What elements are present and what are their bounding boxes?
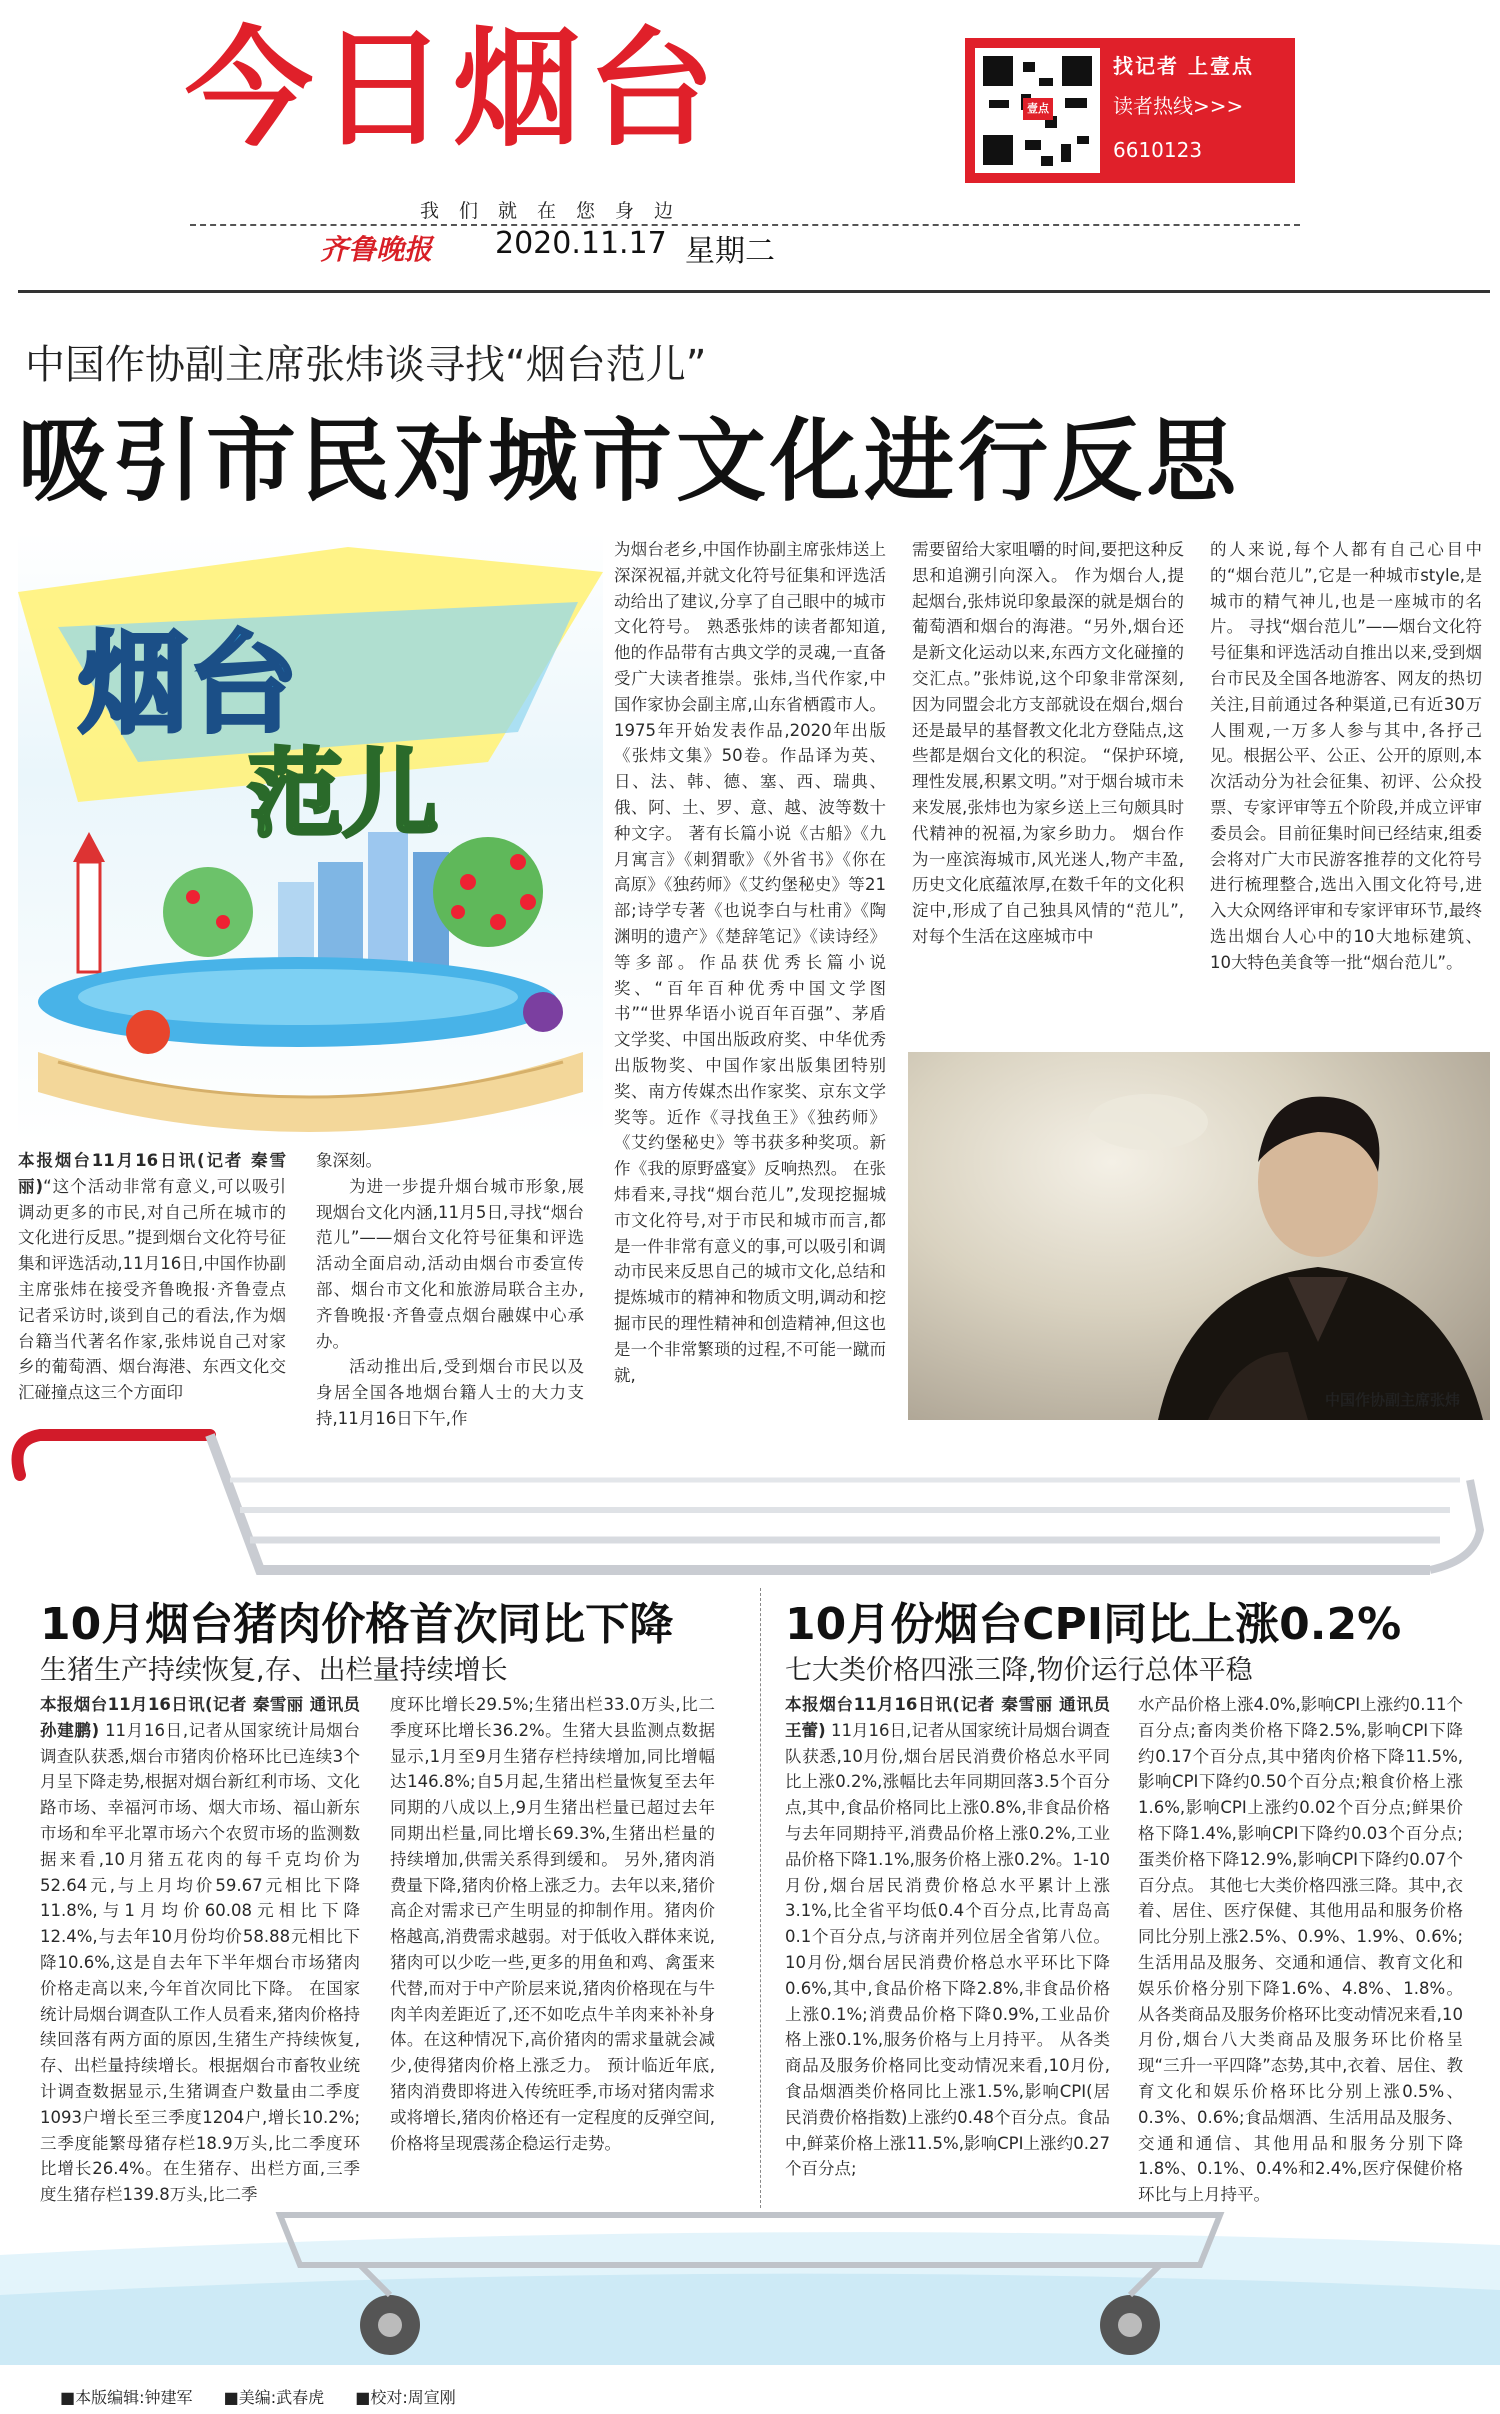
yantai-fan-illustration [18,532,603,1142]
main-col-2-a: 象深刻。 [316,1151,382,1170]
cpi-col-1-text: 11月16日,记者从国家统计局烟台调查队获悉,10月份,烟台居民消费价格总水平同比上涨0.2%,涨幅比去年同期回落3.5个百分点,其中,食品价格同比上涨0.8%,非食品价格与去年同期持平,消费品价格上涨0.2%,工业品价格下降1.1%,服务价格上涨0.2%。1-10月份,烟台居民消费价格总水平累计上涨3.1%,比全省平均低0.4个百分点,比青岛高0.1个百分点,与济南并列位居全省第八位。 10月份,烟台居民消费价格总水平环比下降0.6%,其中,食品价格下降2.8%,非食品价格上涨0.1%;消费品价格下降0.9%,工业品价格上涨0.1%,服务价格与上月持平。 从各类商品及服务价格同比变动情况来看,10月份,食品烟酒类价格同比上涨1.5%,影响CPI(居民消费价格指数)上涨约0.48个百分点。食品中,鲜菜价格上涨11.5%,影响CPI上涨约0.27个百分点; [785,1720,1110,2179]
photo-caption: 中国作协副主席张炜 [1325,1391,1461,1409]
illustration-graphic [18,532,603,1142]
column-divider [760,1588,761,2208]
main-col-2 [316,1148,584,1428]
pork-col-2: 度环比增长29.5%;生猪出栏33.0万头,比二季度环比增长36.2%。生猪大县监测点数据显示,1月至9月生猪存栏持续增加,同比增幅达146.8%;自5月起,生猪出栏量恢复至去年同期的八成以上,9月生猪出栏量已超过去年同期出栏量,同比增长69.3%,生猪出栏量的持续增加,供需关系得到缓和。 另外,猪肉消费量下降,猪肉价格上涨乏力。去年以来,猪价高企对需求已产生明显的抑制作用。猪肉价格越高,消费需求越弱。对于低收入群体来说,猪肉可以少吃一些,更多的用鱼和鸡、禽蛋来代替,而对于中产阶层来说,猪肉价格现在与牛肉羊肉差距近了,还不如吃点牛羊肉来补补身体。在这种情况下,高价猪肉的需求量就会减少,使得猪肉价格上涨乏力。 预计临近年底,猪肉消费即将进入传统旺季,市场对猪肉需求或将增长,猪肉价格还有一定程度的反弹空间,价格将呈现震荡企稳运行走势。 [390,1695,715,2153]
cpi-article-subtitle: 七大类价格四涨三降,物价运行总体平稳 [785,1655,1253,1686]
pork-article-subtitle: 生猪生产持续恢复,存、出栏量持续增长 [40,1655,508,1686]
cart-decoration [0,1420,1500,1610]
main-col-2-c: 活动推出后,受到烟台市民以及身居全国各地烟台籍人士的大力支持,11月16日下午,作 [316,1357,584,1428]
qr-code[interactable] [975,48,1100,173]
qr-line-2: 读者热线>>> [1113,94,1244,118]
bottom-decoration [0,2195,1500,2365]
main-lead: 本报烟台11月16日讯(记者 秦雪丽) [18,1151,286,1196]
main-subhead: 中国作协副主席张炜谈寻找“烟台范儿” [25,342,707,388]
reader-hotline: 6610123 [1113,138,1203,162]
footer-credits [60,2385,482,2408]
illustration-title-2: 范儿 [248,740,439,850]
illustration-title-1: 烟台 [78,620,298,748]
qr-panel [965,38,1295,183]
main-col-1-text: “这个活动非常有意义,可以吸引调动更多的市民,对自己所在城市的文化进行反思。”提到烟台文化符号征集和评选活动,11月16日,中国作协副主席张炜在接受齐鲁晚报·齐鲁壹点记者采访时,谈到自己的看法,作为烟台籍当代著名作家,张炜说自己对家乡的葡萄酒、烟台海港、东西文化交汇碰撞点这三个方面印 [18,1176,286,1403]
main-headline: 吸引市民对城市文化进行反思 [18,409,1240,514]
pork-lead: 本报烟台11月16日讯(记者 秦雪丽 通讯员 孙建鹏) [40,1695,360,1740]
issue-date: 2020.11.17 [495,226,667,261]
bottom-graphic [0,2195,1500,2365]
cpi-lead: 本报烟台11月16日讯(记者 秦雪丽 通讯员 王蕾) [785,1695,1110,1740]
qr-badge: 壹点 [1023,98,1053,120]
main-col-5: 的人来说,每个人都有自己心目中的“烟台范儿”,它是一种城市style,是城市的精气神儿,也是一座城市的名片。 寻找“烟台范儿”——烟台文化符号征集和评选活动自推出以来,受到烟台市民及全国各地游客、网友的热切关注,目前通过各种渠道,已有近30万人围观,一万多人参与其中,各抒己见。根据公平、公正、公开的原则,本次活动分为社会征集、初评、公众投票、专家评审等五个阶段,并成立评审委员会。目前征集时间已经结束,组委会将对广大市民游客推荐的文化符号进行梳理整合,选出入围文化符号,进入大众网络评审和专家评审环节,最终选出烟台人心中的10大地标建筑、10大特色美食等一批“烟台范儿”。 [1210,540,1482,972]
cart-graphic [0,1420,1500,1610]
pork-col-1 [40,1692,360,2208]
main-col-3: 为烟台老乡,中国作协副主席张炜送上深深祝福,并就文化符号征集和评选活动给出了建议,分享了自己眼中的城市文化符号。 熟悉张炜的读者都知道,他的作品带有古典文学的灵魂,一直备受广大读者推崇。张炜,当代作家,中国作家协会副主席,山东省栖霞市人。1975年开始发表作品,2020年出版《张炜文集》50卷。作品译为英、日、法、韩、德、塞、西、瑞典、俄、阿、土、罗、意、越、波等数十种文字。 著有长篇小说《古船》《九月寓言》《刺猬歌》《外省书》《你在高原》《独药师》《艾约堡秘史》等21部;诗学专著《也说李白与杜甫》《陶渊明的遗产》《楚辞笔记》《读诗经》等多部。作品获优秀长篇小说奖、“百年百种优秀中国文学图书”“世界华语小说百年百强”、茅盾文学奖、中国出版政府奖、中华优秀出版物奖、中国作家出版集团特别奖、南方传媒杰出作家奖、京东文学奖等。近作《寻找鱼王》《独药师》《艾约堡秘史》等书获多种奖项。新作《我的原野盛宴》反响热烈。 在张炜看来,寻找“烟台范儿”,发现挖掘城市文化符号,对于市民和城市而言,都是一件非常有意义的事,可以吸引和调动市民来反思自己的城市文化,总结和提炼城市的精神和物质文明,调动和挖掘市民的理性精神和创造精神,但这也是一个非常繁琐的过程,不可能一蹴而就, [614,540,886,1385]
pork-article-title: 10月烟台猪肉价格首次同比下降 [40,1599,674,1650]
footer-editor: ■本版编辑:钟建军 [60,2388,193,2407]
cpi-col-2: 水产品价格上涨4.0%,影响CPI上涨约0.11个百分点;畜肉类价格下降2.5%,影响CPI下降约0.17个百分点,其中猪肉价格下降11.5%,影响CPI下降约0.50个百分点;粮食价格上涨1.6%,影响CPI上涨约0.02个百分点;鲜果价格下降1.4%,影响CPI下降约0.03个百分点;蛋类价格下降12.9%,影响CPI下降约0.07个百分点。 其他七大类价格四涨三降。其中,衣着、居住、医疗保健、其他用品和服务价格同比分别上涨2.5%、0.9%、1.9%、0.6%;生活用品及服务、交通和通信、教育文化和娱乐价格分别下降1.6%、4.8%、1.8%。 从各类商品及服务价格环比变动情况来看,10月份,烟台八大类商品及服务环比价格呈现“三升一平四降”态势,其中,衣着、居住、教育文化和娱乐价格环比分别上涨0.5%、0.3%、0.6%;食品烟酒、生活用品及服务、交通和通信、其他用品和服务分别下降1.8%、0.1%、0.4%和2.4%,医疗保健价格环比与上月持平。 [1138,1695,1463,2205]
footer-proofreader: ■校对:周宣刚 [355,2388,456,2407]
cpi-article-title: 10月份烟台CPI同比上涨0.2% [785,1599,1402,1650]
pork-col-1-text: 11月16日,记者从国家统计局烟台调查队获悉,烟台市猪肉价格环比已连续3个月呈下降走势,根据对烟台新红利市场、文化路市场、幸福河市场、烟大市场、福山新东市场和牟平北罩市场六个农贸市场的监测数据来看,10月猪五花肉的每千克均价为52.64元,与上月均价59.67元相比下降11.8%,与1月均价60.08元相比下降12.4%,与去年10月份均价58.88元相比下降10.6%,这是自去年下半年烟台市场猪肉价格走高以来,今年首次同比下降。 在国家统计局烟台调查队工作人员看来,猪肉价格持续回落有两方面的原因,生猪生产持续恢复,存、出栏量持续增长。根据烟台市畜牧业统计调查数据显示,生猪调查户数量由二季度1093户增长至三季度1204户,增长10.2%;三季度能繁母猪存栏18.9万头,比二季度环比增长26.4%。在生猪存、出栏方面,三季度生猪存栏139.8万头,比二季 [40,1720,360,2205]
portrait-graphic [908,1052,1490,1420]
qr-line-1: 找记者 上壹点 [1113,54,1254,78]
paper-name: 齐鲁晚报 [320,233,433,266]
zhang-wei-photo [908,1052,1490,1420]
footer-designer: ■美编:武春虎 [223,2388,325,2407]
slogan: 我们就在您身边 [420,200,694,222]
main-col-1 [18,1148,286,1410]
main-col-4: 需要留给大家咀嚼的时间,要把这种反思和追溯引向深入。 作为烟台人,提起烟台,张炜说印象最深的就是烟台的葡萄酒和烟台的海港。“另外,烟台还是新文化运动以来,东西方文化碰撞的交汇点。”张炜说,这个印象非常深刻,因为同盟会北方支部就设在烟台,烟台还是最早的基督教文化北方登陆点,这些都是烟台文化的积淀。 “保护环境,理性发展,积累文明。”对于烟台城市未来发展,张炜也为家乡送上三句颇具时代精神的祝福,为家乡助力。 烟台作为一座滨海城市,风光迷人,物产丰盈,历史文化底蕴浓厚,在数千年的文化积淀中,形成了自己独具风情的“范儿”,对每个生活在这座城市中 [912,540,1184,946]
top-divider [18,290,1490,293]
cpi-col-1 [785,1692,1110,2208]
issue-weekday: 星期二 [685,234,775,269]
masthead-title: 今日烟台 [185,15,722,164]
main-col-2-b: 为进一步提升烟台城市形象,展现烟台文化内涵,11月5日,寻找“烟台范儿”——烟台文化符号征集和评选活动全面启动,活动由烟台市委宣传部、烟台市文化和旅游局联合主办,齐鲁晚报·齐鲁壹点烟台融媒中心承办。 [316,1176,584,1351]
